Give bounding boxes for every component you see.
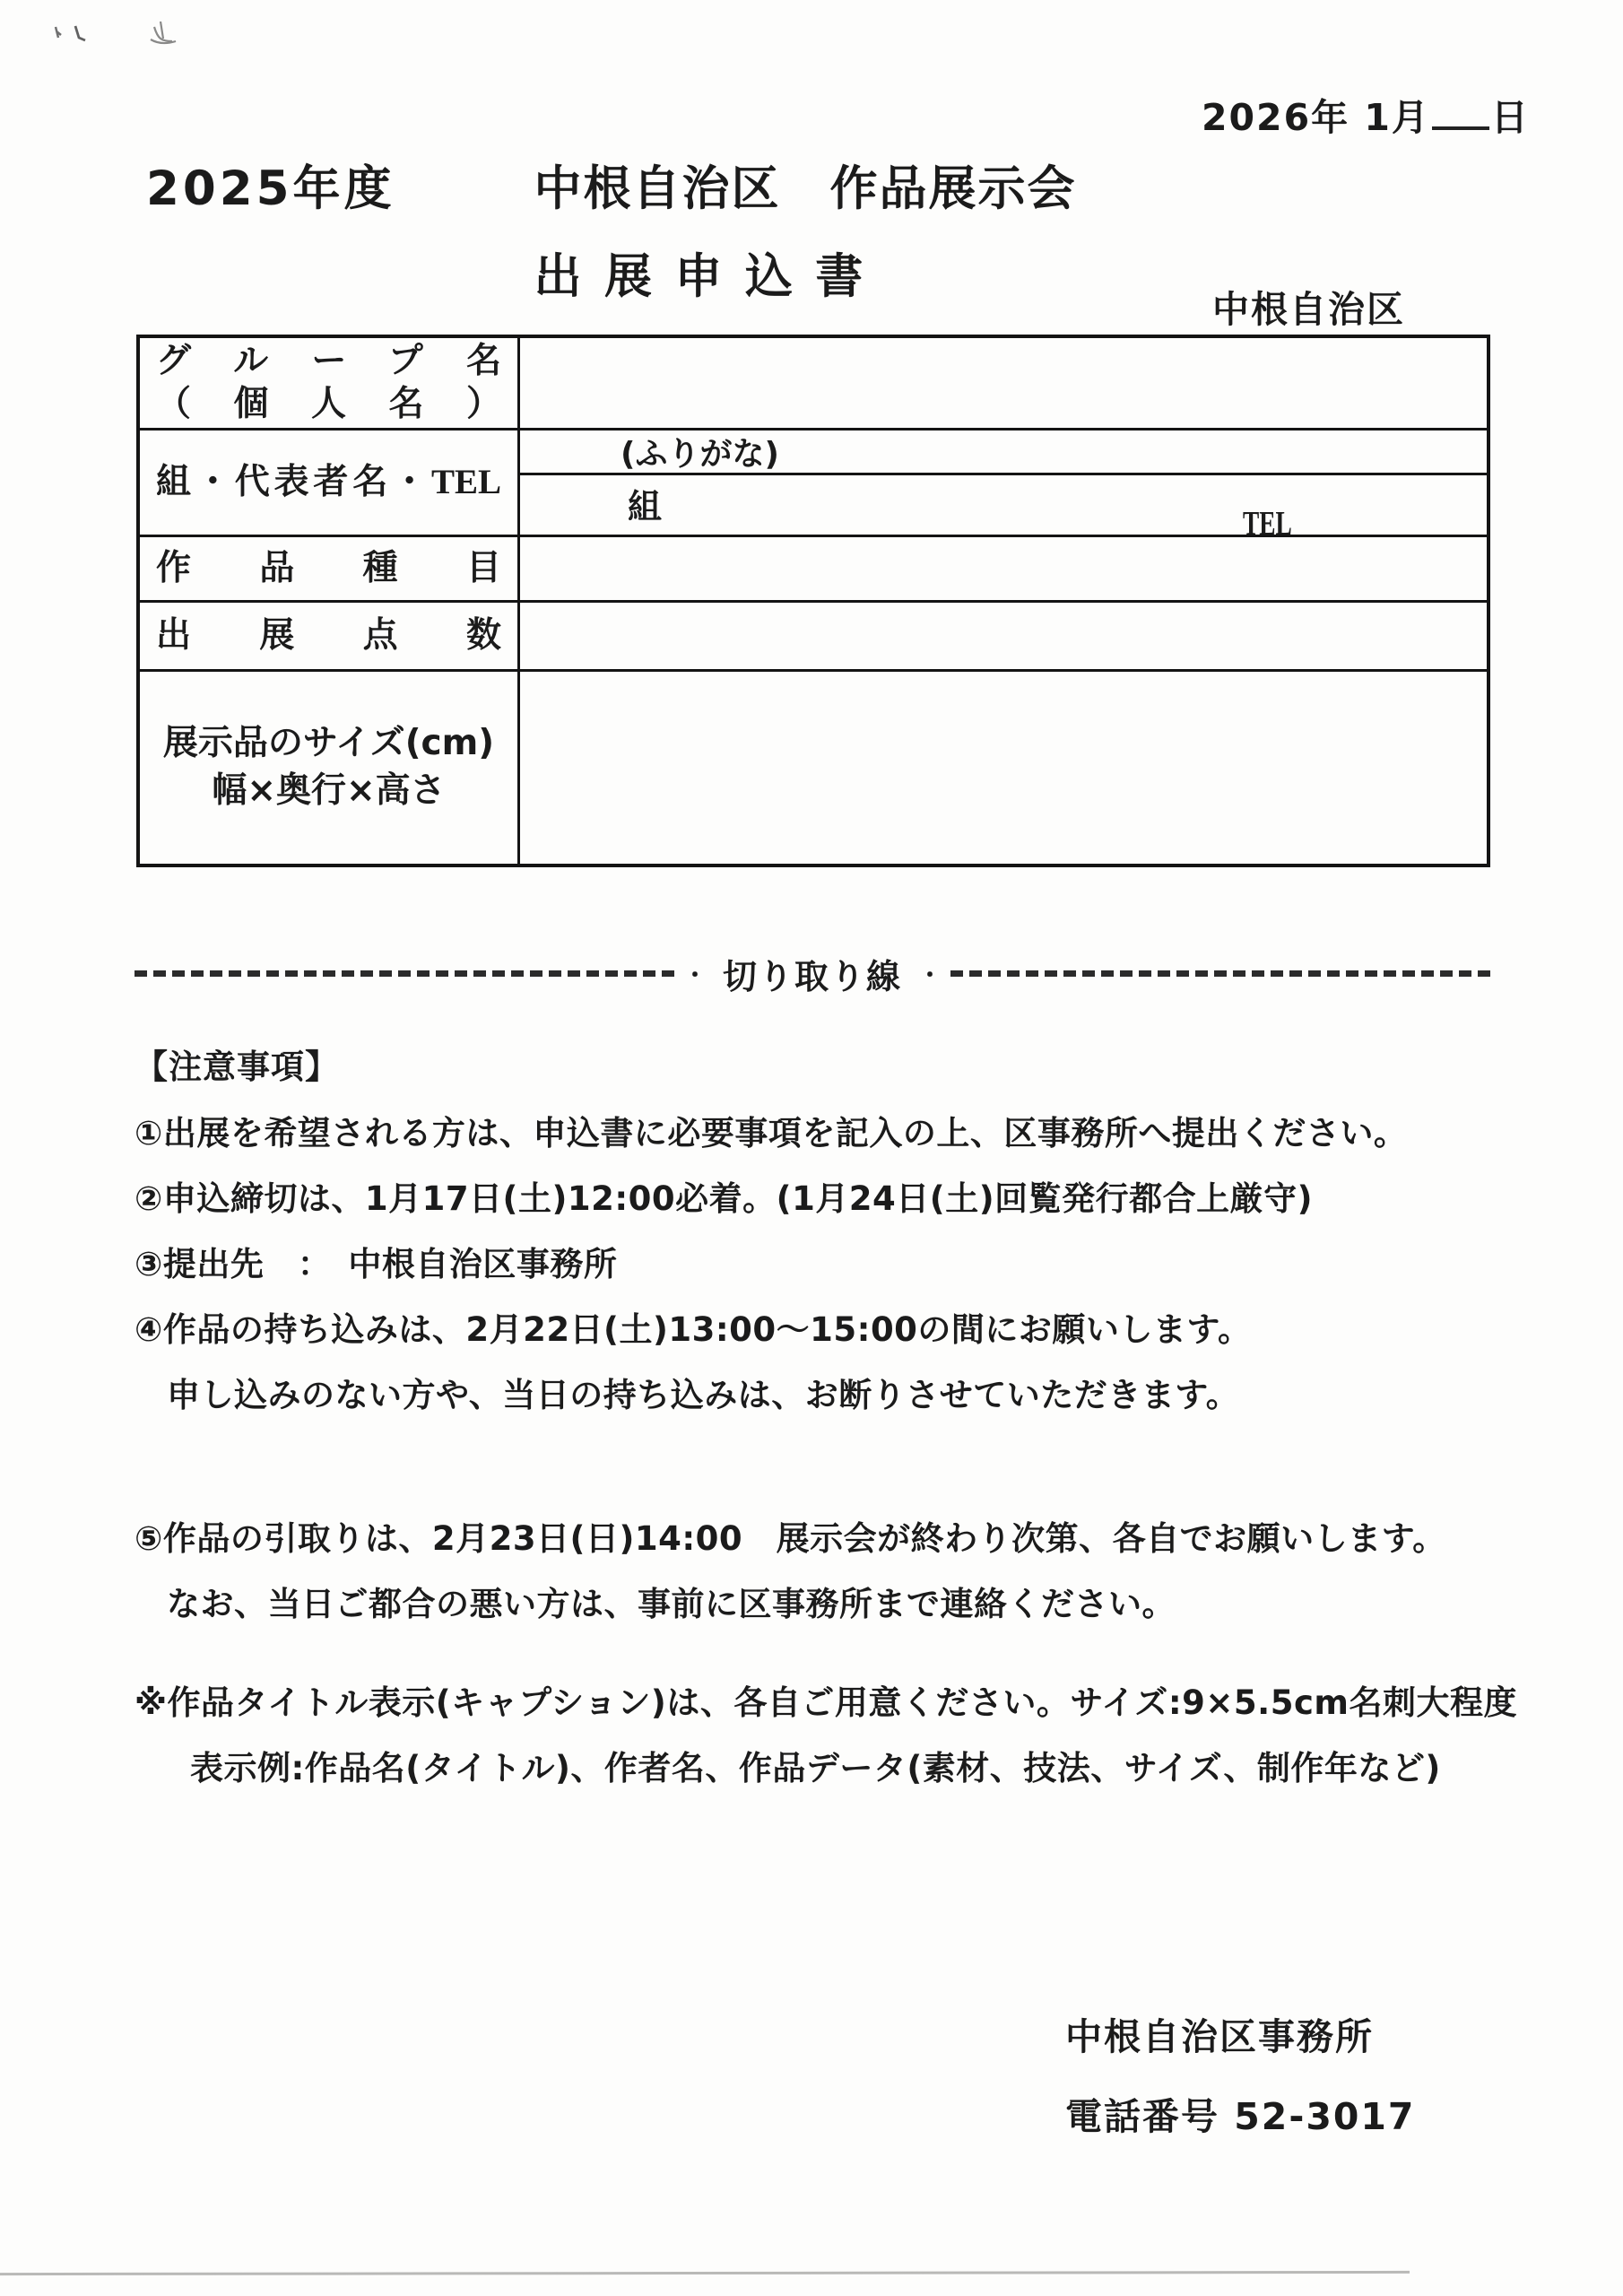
group-name-label-line1: グループ名	[156, 341, 501, 382]
cut-line	[135, 949, 1490, 998]
note-caption-example: 表示例:作品名(タイトル)、作者名、作品データ(素材、技法、サイズ、制作年など)	[190, 1749, 1441, 1787]
note-item-4: ④作品の持ち込みは、2月22日(土)13:00～15:00の間にお願いします。	[135, 1310, 1252, 1349]
scan-artifact-marks	[0, 0, 269, 72]
category-label: 作品種目	[156, 548, 501, 589]
size-label-line2: 幅×奥行×高さ	[212, 770, 446, 811]
date-day-blank	[1432, 126, 1489, 130]
group-name-label	[140, 338, 520, 428]
representative-input-cell	[520, 430, 1487, 543]
cut-line-left-dot: ・	[682, 962, 707, 989]
representative-label	[140, 430, 520, 535]
notes-heading: 【注意事項】	[135, 1048, 339, 1086]
cut-line-dash-left	[135, 970, 674, 977]
cut-line-right-dot: ・	[918, 962, 942, 989]
application-form-table	[136, 335, 1490, 867]
note-item-3: ③提出先 ： 中根自治区事務所	[135, 1245, 618, 1283]
date-day-suffix: 日	[1490, 96, 1530, 139]
title-fiscal-year: 2025年度	[146, 161, 395, 216]
title-event-name: 中根自治区 作品展示会	[534, 161, 1077, 216]
footer-contact	[1065, 2007, 1415, 2167]
item-count-input-cell[interactable]	[520, 603, 1487, 669]
note-item-1: ①出展を希望される方は、申込書に必要事項を記入の上、区事務所へ提出ください。	[135, 1114, 1408, 1152]
notes-section	[135, 1048, 1515, 1814]
kumi-label: 組	[628, 487, 663, 526]
item-count-label: 出展点数	[156, 615, 501, 657]
note-caption-notice: ※作品タイトル表示(キャプション)は、各自ご用意ください。サイズ:9×5.5cm名刺大程度	[135, 1683, 1517, 1722]
title-form-name: 出展申込書	[534, 249, 886, 304]
table-row-item-count	[140, 603, 1487, 672]
cut-line-dash-right	[950, 970, 1490, 977]
note-item-5-continuation: なお、当日ご都合の悪い方は、事前に区事務所まで連絡ください。	[167, 1585, 1176, 1623]
representative-label-text: 組・代表者名・	[156, 462, 431, 503]
furigana-sub-row[interactable]	[520, 430, 1487, 475]
tel-label: TEL	[1243, 504, 1292, 543]
group-name-label-line2: （個人名）	[156, 384, 501, 424]
representative-label-tel: TEL	[430, 463, 501, 502]
table-row-group-name	[140, 338, 1487, 430]
note-item-2: ②申込締切は、1月17日(土)12:00必着。(1月24日(土)回覧発行都合上厳守)	[135, 1179, 1314, 1218]
group-name-input-cell[interactable]	[520, 338, 1487, 428]
size-label-line1: 展示品のサイズ(cm)	[162, 723, 495, 764]
organization-label: 中根自治区	[1212, 288, 1405, 331]
footer-phone-number: 電話番号 52-3017	[1065, 2095, 1416, 2138]
kumi-tel-sub-row[interactable]	[520, 475, 1487, 543]
title-block	[146, 151, 1077, 307]
item-count-label-cell	[140, 603, 520, 669]
table-row-representative	[140, 430, 1487, 543]
table-row-size	[140, 672, 1487, 864]
date-line	[1202, 88, 1530, 141]
category-input-cell[interactable]	[520, 537, 1487, 600]
size-label-cell	[140, 672, 520, 864]
furigana-label: (ふりがな)	[621, 436, 779, 473]
table-row-category	[140, 537, 1487, 603]
note-item-4-continuation: 申し込みのない方や、当日の持ち込みは、お断りさせていただきます。	[167, 1376, 1240, 1414]
date-prefix: 2026年 1月	[1202, 96, 1430, 139]
note-item-5: ⑤作品の引取りは、2月23日(日)14:00 展示会が終わり次第、各自でお願いします。	[135, 1519, 1446, 1558]
category-label-cell	[140, 537, 520, 600]
footer-office-name: 中根自治区事務所	[1065, 2015, 1374, 2058]
title-main	[534, 151, 1077, 307]
cut-line-label: 切り取り線	[723, 957, 903, 996]
size-input-cell[interactable]	[520, 672, 1487, 864]
scan-edge-artifact	[0, 2271, 1410, 2275]
